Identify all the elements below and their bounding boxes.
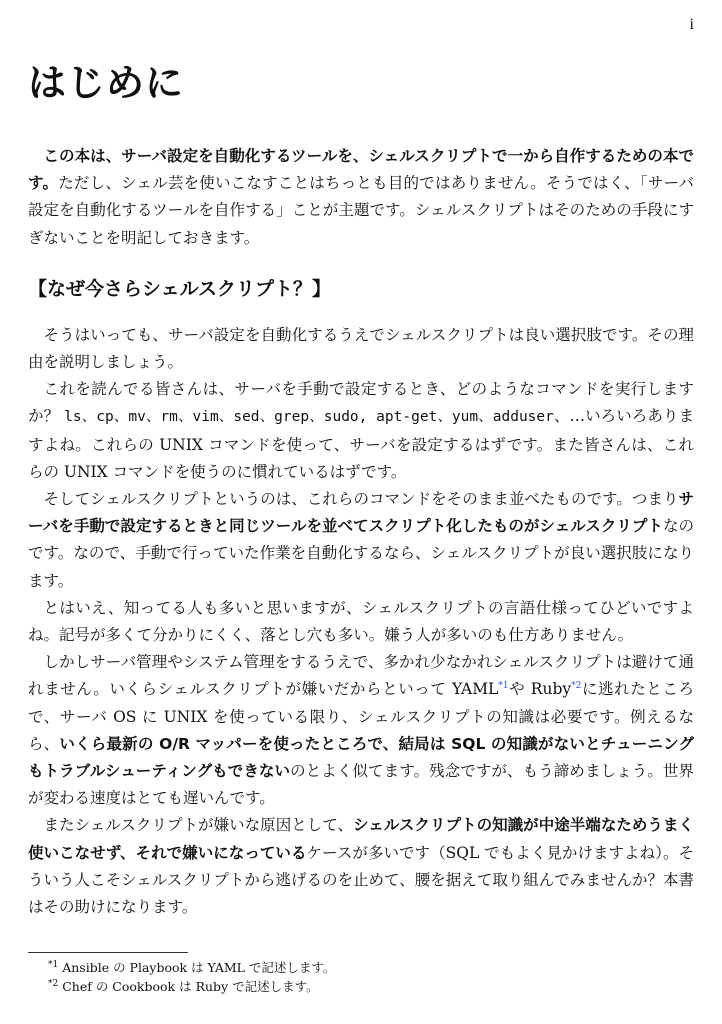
footnote-1-mark: *1 xyxy=(48,959,59,970)
intro-bold-lead: この本は、サーバ設定を自動化するツールを、シェルスクリプトで一から自作するための本です。 xyxy=(28,147,694,193)
footnote-ref-1[interactable]: *1 xyxy=(498,681,509,692)
p5-mid: や Ruby xyxy=(508,680,572,699)
footnote-divider xyxy=(28,952,188,953)
footnote-2-text: Chef の Cookbook は Ruby で記述します。 xyxy=(62,979,319,994)
p6-pre: またシェルスクリプトが嫌いな原因として、 xyxy=(43,816,354,835)
footnote-1 xyxy=(28,958,694,977)
footnote-2 xyxy=(28,977,694,996)
p6-post: ケースが多いです（SQL でもよく見かけますよね）。そういう人こそシェルスクリプトから逃げるのを止めて、腰を据えて取り組んでみませんか？本書はその助けになります。 xyxy=(28,843,694,917)
p5-bold: いくら最新の O/R マッパーを使ったところで、結局は SQL の知識がないとチューニングもトラブルシューティングもできない xyxy=(28,734,694,781)
p5-pre: しかしサーバ管理やシステム管理をするうえで、多かれ少なかれシェルスクリプトは避けて通れません。いくらシェルスクリプトが嫌いだからといって YAML xyxy=(28,653,694,699)
p3-pre: そしてシェルスクリプトというのは、これらのコマンドをそのまま並べたものです。つまり xyxy=(43,490,679,509)
main-content xyxy=(28,143,694,921)
footnote-1-text: Ansible の Playbook は YAML で記述します。 xyxy=(62,960,336,975)
intro-paragraph xyxy=(28,143,694,252)
paragraph-6 xyxy=(28,812,694,921)
p2-post: 、…いろいろありますよね。これらの UNIX コマンドを使って、サーバを設定するはずです。また皆さんは、これらの UNIX コマンドを使うのに慣れているはずです。 xyxy=(28,407,694,481)
p5-post: に逃れたところで、サーバ OS に UNIX を使っている限り、シェルスクリプトの知識は必要です。例えるなら、 xyxy=(28,680,694,753)
p2-pre: これを読んでる皆さんは、サーバを手動で設定するとき、どのようなコマンドを実行しますか？ xyxy=(28,380,694,426)
paragraph-3 xyxy=(28,486,694,595)
chapter-title: はじめに xyxy=(28,61,185,105)
section-heading: 【なぜ今さらシェルスクリプト？】 xyxy=(28,277,332,300)
paragraph-5 xyxy=(28,649,694,812)
page-number: i xyxy=(689,16,694,33)
p3-post: なのです。なので、手動で行っていた作業を自動化するなら、シェルスクリプトが良い選択肢になります。 xyxy=(28,517,694,590)
paragraph-2 xyxy=(28,376,694,486)
p6-bold: シェルスクリプトの知識が中途半端なためうまく使いこなせず、それで嫌いになっている xyxy=(28,816,694,862)
p3-bold: サーバを手動で設定するときと同じツールを並べてスクリプト化したものがシェルスクリプト xyxy=(28,490,694,536)
p5-end: のとよく似てます。残念ですが、もう諦めましょう。世界が変わる速度はとても遅いんです。 xyxy=(28,762,694,808)
footnotes xyxy=(28,952,694,996)
intro-text: ただし、シェル芸を使いこなすことはちっとも目的ではありません。そうではく、「サーバ設定を自動化するツールを自作する」ことが主題です。シェルスクリプトはそのための手段にすぎないことを明記しておきます。 xyxy=(28,174,694,247)
footnote-2-mark: *2 xyxy=(48,978,59,989)
p2-commands: ls、cp、mv、rm、vim、sed、grep、sudo, apt-get、yum、adduser xyxy=(64,409,554,426)
footnote-ref-2[interactable]: *2 xyxy=(571,681,582,692)
paragraph-4: とはいえ、知ってる人も多いと思いますが、シェルスクリプトの言語仕様ってひどいですよね。記号が多くて分かりにくく、落とし穴も多い。嫌う人が多いのも仕方ありません。 xyxy=(28,598,694,645)
paragraph-1: そうはいっても、サーバ設定を自動化するうえでシェルスクリプトは良い選択肢です。その理由を説明しましょう。 xyxy=(28,325,694,372)
